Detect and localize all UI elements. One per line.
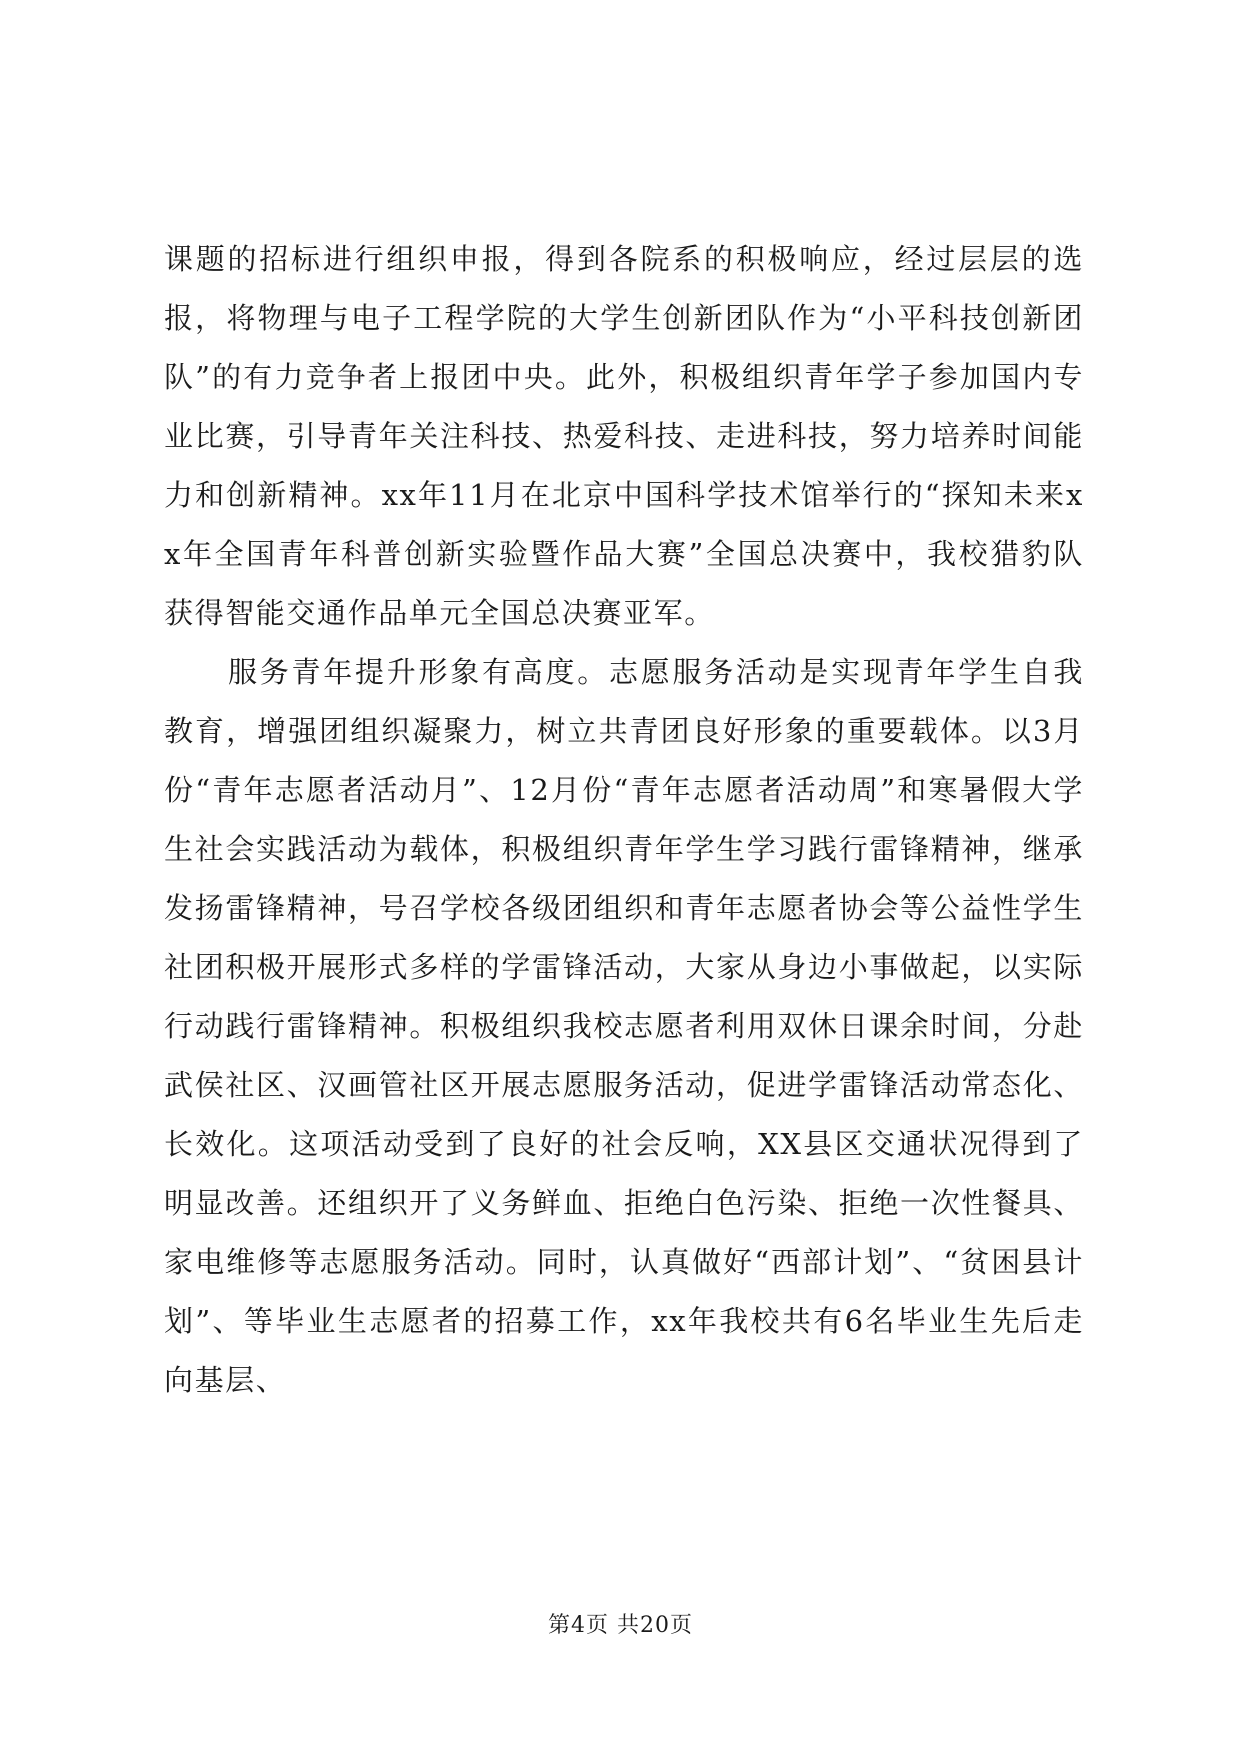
document-body	[164, 230, 1084, 1410]
paragraph-volunteer-service: 服务青年提升形象有高度。志愿服务活动是实现青年学生自我教育，增强团组织凝聚力，树立共青团良好形象的重要载体。以3月份“青年志愿者活动月”、12月份“青年志愿者活动周”和寒暑假大学生社会实践活动为载体，积极组织青年学生学习践行雷锋精神，继承发扬雷锋精神，号召学校各级团组织和青年志愿者协会等公益性学生社团积极开展形式多样的学雷锋活动，大家从身边小事做起，以实际行动践行雷锋精神。积极组织我校志愿者利用双休日课余时间，分赴武侯社区、汉画管社区开展志愿服务活动，促进学雷锋活动常态化、长效化。这项活动受到了良好的社会反响，XX县区交通状况得到了明显改善。还组织开了义务鲜血、拒绝白色污染、拒绝一次性餐具、家电维修等志愿服务活动。同时，认真做好“西部计划”、“贫困县计划”、等毕业生志愿者的招募工作，xx年我校共有6名毕业生先后走向基层、	[164, 655, 1084, 1397]
paragraph-continuation: 课题的招标进行组织申报，得到各院系的积极响应，经过层层的选报，将物理与电子工程学院的大学生创新团队作为“小平科技创新团队”的有力竞争者上报团中央。此外，积极组织青年学子参加国内专业比赛，引导青年关注科技、热爱科技、走进科技，努力培养时间能力和创新精神。xx年11月在北京中国科学技术馆举行的“探知未来xx年全国青年科普创新实验暨作品大赛”全国总决赛中，我校猎豹队获得智能交通作品单元全国总决赛亚军。	[164, 242, 1084, 630]
page-number-footer: 第4页 共20页	[548, 1613, 693, 1638]
